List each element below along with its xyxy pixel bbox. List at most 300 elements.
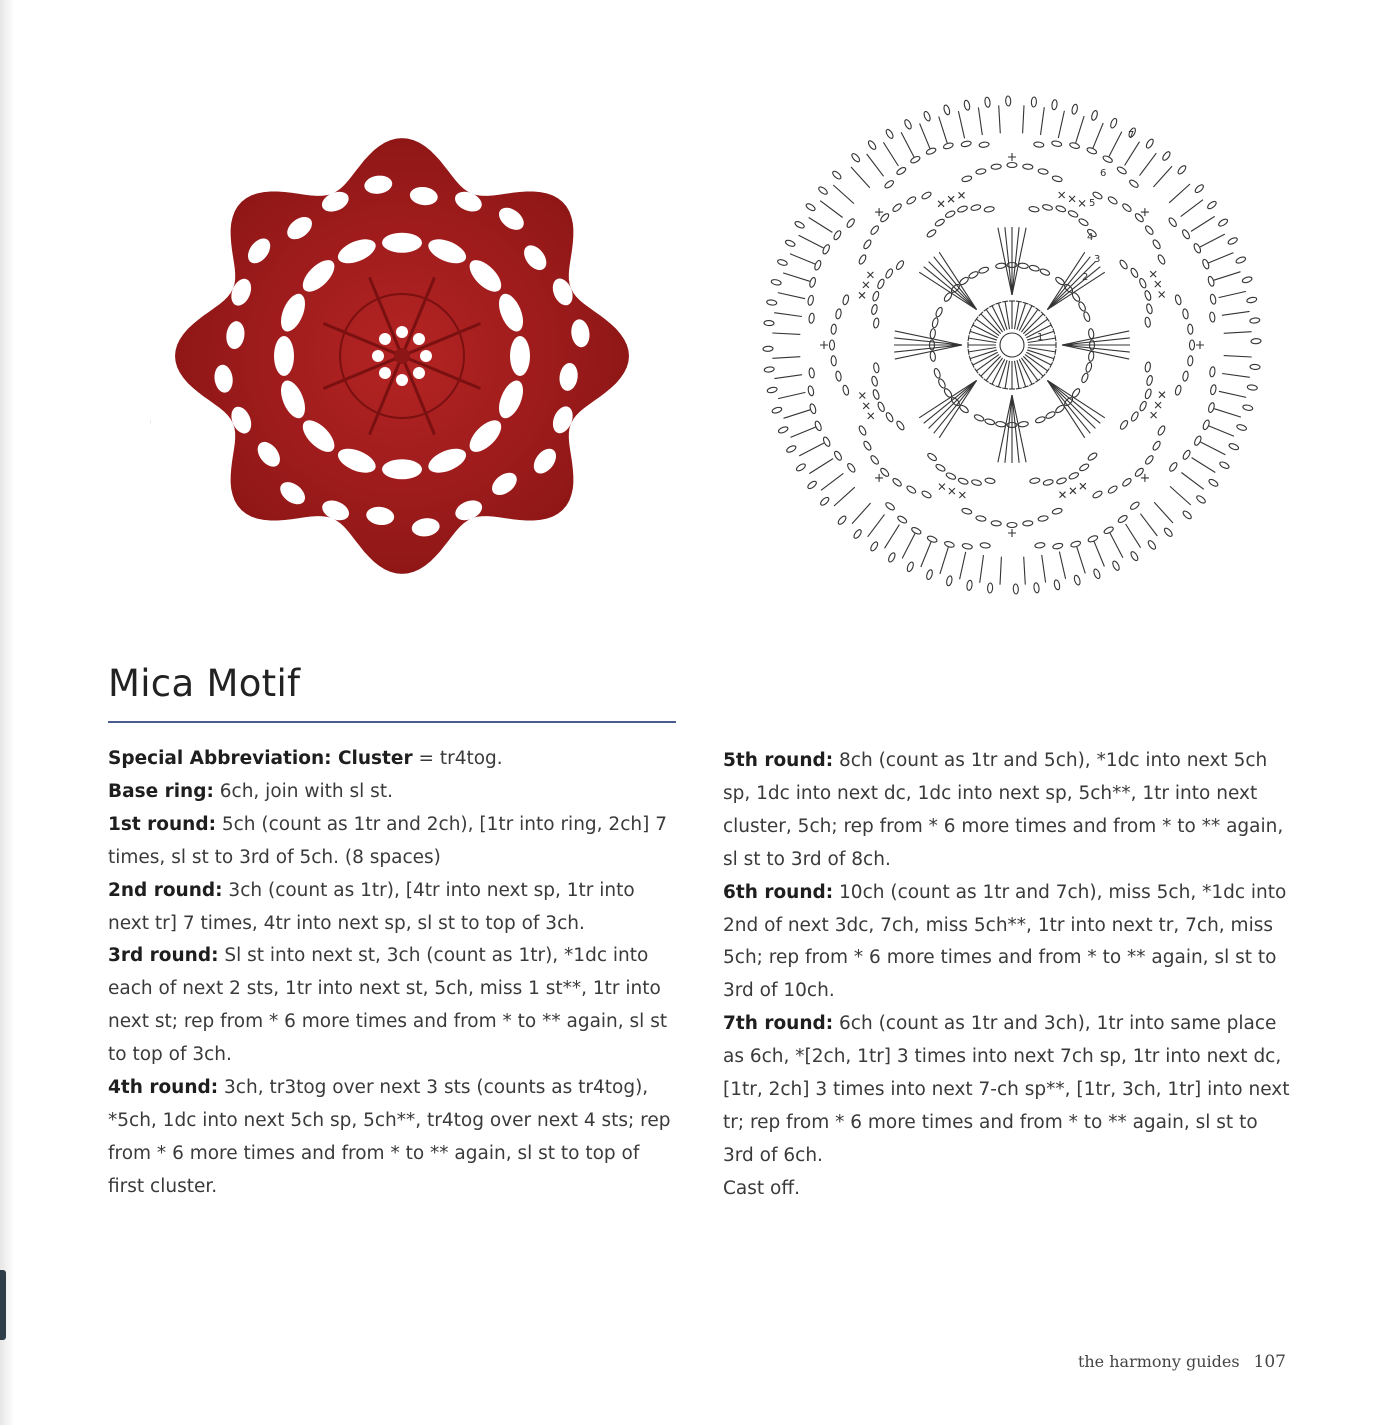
- double-crochet-symbol: [1141, 474, 1149, 482]
- chain-symbol: [961, 140, 972, 147]
- cluster-symbol: [1062, 338, 1130, 345]
- chain-symbol: [862, 440, 872, 451]
- treble-symbol: [1093, 123, 1104, 149]
- chain-symbol: [870, 454, 880, 465]
- chain-symbol: [1196, 494, 1207, 504]
- chain-symbol: [926, 147, 937, 155]
- chain-symbol: [1236, 424, 1247, 432]
- chain-symbol: [1086, 147, 1097, 155]
- chain-symbol: [1147, 539, 1157, 550]
- chain-symbol: [1144, 317, 1151, 328]
- cluster-symbol: [924, 267, 977, 310]
- round-number-label: 3: [1094, 254, 1101, 265]
- cluster-symbol: [1012, 228, 1026, 295]
- treble-symbol: [1077, 547, 1086, 574]
- treble-symbol: [1000, 557, 1001, 585]
- cluster-symbol: [998, 228, 1012, 295]
- round-number-label: 1: [1037, 332, 1044, 343]
- chain-symbol: [943, 142, 954, 150]
- treble-symbol: [1208, 426, 1234, 437]
- chain-symbol: [930, 351, 936, 362]
- double-crochet-symbol: [875, 208, 883, 216]
- chain-symbol: [771, 279, 782, 286]
- chain-symbol: [1130, 551, 1140, 562]
- treble-symbol: [920, 124, 931, 150]
- chain-symbol: [1052, 175, 1063, 182]
- chain-symbol: [1091, 110, 1099, 121]
- chain-symbol: [1018, 263, 1029, 269]
- chain-symbol: [1168, 461, 1178, 472]
- chain-symbol: [1206, 200, 1217, 210]
- chain-symbol: [807, 295, 814, 306]
- chain-symbol: [1202, 419, 1210, 430]
- treble-symbol: [1094, 541, 1105, 567]
- treble-symbol: [1224, 356, 1252, 357]
- chain-symbol: [1242, 276, 1253, 284]
- treble-symbol: [791, 427, 817, 438]
- chain-symbol: [794, 220, 805, 229]
- chain-symbol: [1177, 164, 1187, 175]
- double-crochet-symbol: [1008, 529, 1016, 537]
- round-number-label: 6: [1100, 168, 1107, 179]
- chain-symbol: [808, 313, 814, 324]
- binding-mark: [0, 1270, 6, 1340]
- chain-symbol: [921, 490, 932, 499]
- treble-top: [968, 349, 969, 355]
- chain-symbol: [807, 480, 818, 490]
- chain-symbol: [842, 385, 849, 396]
- chain-symbol: [984, 206, 995, 213]
- cluster-symbol: [1012, 395, 1019, 463]
- treble-symbol: [1224, 332, 1252, 334]
- chain-symbol: [1168, 217, 1178, 228]
- chain-symbol: [872, 291, 880, 302]
- chain-symbol: [1051, 140, 1062, 147]
- chain-symbol: [1210, 294, 1217, 305]
- chain-symbol: [1102, 155, 1113, 164]
- chain-symbol: [1052, 543, 1063, 550]
- chain-symbol: [1085, 362, 1093, 373]
- chain-symbol: [877, 278, 886, 289]
- chain-symbol: [885, 268, 894, 279]
- chain-symbol: [1007, 523, 1017, 528]
- cluster-symbol: [894, 345, 962, 352]
- chain-symbol: [1182, 371, 1189, 382]
- page-number: 107: [1253, 1352, 1286, 1372]
- treble-symbol: [772, 333, 800, 334]
- chain-symbol: [991, 164, 1001, 170]
- treble-symbol: [851, 167, 870, 188]
- treble-symbol: [1169, 184, 1190, 203]
- chain-symbol: [831, 324, 837, 334]
- chain-symbol: [835, 309, 842, 320]
- chain-symbol: [887, 552, 896, 563]
- chain-symbol: [1038, 168, 1049, 175]
- treble-symbol: [820, 201, 842, 218]
- chain-symbol: [1145, 362, 1152, 373]
- chain-symbol: [943, 104, 951, 115]
- treble-top: [1035, 308, 1040, 312]
- treble-symbol: [1153, 166, 1172, 187]
- lace-hole-middle: [382, 233, 422, 253]
- chain-symbol: [1087, 452, 1098, 462]
- chain-symbol: [1109, 118, 1117, 129]
- treble-symbol: [1214, 272, 1241, 281]
- double-crochet-symbol: [859, 393, 865, 399]
- chain-symbol: [1119, 259, 1129, 270]
- treble-symbol: [852, 503, 871, 524]
- cluster-symbol: [1047, 380, 1090, 433]
- cluster-symbol: [1047, 257, 1090, 310]
- chain-symbol: [985, 478, 996, 485]
- chain-symbol: [842, 294, 849, 305]
- cluster-symbol: [895, 345, 962, 359]
- chain-symbol: [833, 450, 843, 461]
- chain-symbol: [926, 228, 937, 238]
- chain-symbol: [935, 307, 944, 318]
- chain-symbol: [1144, 225, 1154, 236]
- chain-symbol: [1052, 507, 1063, 514]
- treble-symbol: [1191, 216, 1215, 231]
- chain-symbol: [937, 378, 946, 389]
- chain-symbol: [1161, 151, 1171, 162]
- instruction-cast-off: Cast off.: [723, 1177, 800, 1199]
- chain-symbol: [1207, 276, 1215, 287]
- chain-symbol: [871, 304, 878, 315]
- treble-symbol: [940, 547, 948, 574]
- chain-symbol: [786, 444, 797, 453]
- treble-symbol: [885, 525, 900, 549]
- round-number-label: 2: [1082, 272, 1089, 283]
- cluster-symbol: [1005, 395, 1012, 463]
- cluster-symbol: [1047, 380, 1095, 428]
- treble-symbol: [1200, 234, 1225, 247]
- treble-symbol: [833, 185, 854, 204]
- double-crochet-symbol: [949, 488, 955, 494]
- treble-top: [1016, 388, 1022, 389]
- lace-hole-middle: [382, 459, 422, 479]
- instruction-round-7: 7th round: 6ch (count as 1tr and 3ch), 1tr into same place as 6ch, *[2ch, 1tr] 3 times into next 7ch sp, 1tr into next dc, [1tr, 2ch] 3 times into next 7-ch sp**, [1tr, 3ch, 1tr] into next tr; rep from * 6 more times and from * to ** again, sl st to 3rd of 6ch.: [723, 1013, 1290, 1166]
- motif-photo: [150, 120, 650, 590]
- treble-symbol: [799, 235, 824, 248]
- chain-symbol: [1157, 425, 1166, 436]
- chain-symbol: [968, 270, 979, 279]
- chain-symbol: [1219, 461, 1230, 470]
- center-hole: [420, 350, 432, 362]
- chain-symbol: [945, 210, 956, 219]
- chain-symbol: [1246, 296, 1257, 303]
- treble-symbol: [978, 107, 982, 135]
- chain-symbol: [1187, 324, 1193, 334]
- cluster-symbol: [1062, 345, 1130, 352]
- chain-symbol: [1193, 243, 1202, 254]
- center-hole: [379, 333, 391, 345]
- chain-symbol: [1035, 542, 1046, 548]
- chain-symbol: [1029, 477, 1040, 484]
- treble-symbol: [783, 273, 810, 281]
- chain-symbol: [835, 371, 842, 382]
- instruction-round-5: 5th round: 8ch (count as 1tr and 5ch), *1dc into next 5ch sp, 1dc into next dc, 1dc into next sp, 5ch**, 1tr into next cluster, 5ch; rep from * 6 more times and from * to ** again, sl st to 3rd of 8ch.: [723, 750, 1284, 870]
- chain-symbol: [1242, 404, 1253, 411]
- chain-symbol: [1038, 515, 1049, 522]
- chain-symbol: [987, 583, 992, 593]
- treble-symbol: [834, 487, 855, 506]
- chain-symbol: [896, 166, 907, 176]
- cluster-symbol: [1047, 262, 1095, 310]
- cluster-symbol: [934, 380, 977, 433]
- chain-symbol: [1045, 411, 1056, 420]
- chain-symbol: [958, 477, 969, 485]
- chain-symbol: [1103, 526, 1114, 535]
- chain-symbol: [853, 529, 863, 540]
- treble-symbol: [1222, 374, 1250, 378]
- treble-top: [1002, 388, 1008, 389]
- chain-symbol: [1250, 364, 1260, 369]
- chain-symbol: [1068, 210, 1079, 219]
- chain-symbol: [962, 543, 973, 550]
- chain-symbol: [771, 406, 782, 414]
- double-crochet-symbol: [1079, 200, 1085, 206]
- center-hole: [396, 374, 408, 386]
- chain-symbol: [946, 575, 953, 586]
- chain-symbol: [764, 320, 774, 325]
- chain-symbol: [980, 542, 991, 548]
- treble-symbol: [790, 254, 816, 265]
- center-hole: [372, 350, 384, 362]
- treble-symbol: [867, 154, 884, 176]
- chain-symbol: [807, 385, 814, 396]
- chain-symbol: [814, 420, 822, 431]
- chain-symbol: [822, 244, 831, 255]
- chain-symbol: [884, 179, 895, 189]
- double-crochet-symbol: [1060, 492, 1066, 498]
- cluster-symbol: [934, 257, 977, 310]
- chain-symbol: [1119, 419, 1129, 430]
- treble-symbol: [1222, 311, 1250, 315]
- chain-symbol: [1093, 568, 1101, 579]
- round-number-label: 4: [1087, 232, 1094, 243]
- chain-symbol: [1035, 416, 1046, 424]
- chain-symbol: [858, 254, 867, 265]
- round-number-label: 5: [1089, 198, 1096, 209]
- treble-symbol: [902, 534, 915, 559]
- chain-symbol: [931, 317, 939, 328]
- chain-symbol: [846, 218, 856, 229]
- chain-symbol: [1070, 540, 1081, 548]
- chain-symbol: [822, 436, 831, 447]
- chain-symbol: [1194, 183, 1205, 193]
- chain-symbol: [1034, 141, 1045, 147]
- treble-symbol: [784, 410, 811, 419]
- chain-symbol: [1152, 239, 1162, 250]
- chain-symbol: [957, 205, 968, 213]
- instruction-special-abbreviation: Special Abbreviation: Cluster = tr4tog.: [108, 748, 503, 769]
- treble-symbol: [901, 132, 914, 157]
- chain-symbol: [945, 472, 956, 481]
- chain-symbol: [814, 260, 822, 271]
- chain-symbol: [778, 426, 789, 434]
- treble-symbol: [1219, 291, 1246, 297]
- chain-symbol: [766, 299, 777, 305]
- chain-symbol: [895, 420, 905, 431]
- chain-symbol: [1083, 311, 1091, 322]
- chain-symbol: [1013, 584, 1019, 594]
- treble-top: [1002, 301, 1008, 302]
- treble-symbol: [1042, 555, 1046, 583]
- cluster-symbol: [1062, 345, 1129, 359]
- treble-symbol: [958, 111, 964, 138]
- chain-symbol: [1092, 490, 1103, 499]
- cluster-symbol: [894, 338, 962, 345]
- chain-symbol: [1218, 218, 1229, 228]
- treble-symbol: [1024, 557, 1026, 585]
- chain-symbol: [1087, 535, 1098, 543]
- treble-top: [975, 368, 979, 373]
- chain-symbol: [961, 507, 972, 514]
- treble-top: [984, 379, 989, 383]
- chain-symbol: [926, 569, 934, 580]
- chain-symbol: [976, 515, 987, 522]
- chain-symbol: [1235, 256, 1246, 264]
- chain-symbol: [877, 401, 886, 412]
- chain-symbol: [933, 368, 941, 379]
- treble-top: [1016, 301, 1022, 302]
- treble-symbol: [772, 357, 800, 359]
- chain-symbol: [1146, 375, 1153, 386]
- double-crochet-symbol: [867, 272, 873, 278]
- base-ring-symbol: [1000, 333, 1024, 357]
- chain-symbol: [1208, 402, 1216, 413]
- treble-symbol: [821, 473, 843, 490]
- chain-symbol: [809, 277, 817, 288]
- chain-symbol: [906, 195, 917, 205]
- double-crochet-symbol: [875, 474, 883, 482]
- chain-symbol: [910, 155, 921, 164]
- chain-symbol: [927, 452, 938, 462]
- chain-symbol: [1068, 471, 1079, 480]
- chain-symbol: [1023, 520, 1033, 526]
- chain-symbol: [819, 496, 830, 506]
- chain-symbol: [837, 515, 847, 526]
- chain-symbol: [1182, 510, 1193, 520]
- instructions-right-column: [723, 745, 1293, 1206]
- motif-center: [394, 348, 410, 364]
- double-crochet-symbol: [1155, 281, 1161, 287]
- double-crochet-symbol: [1059, 192, 1065, 198]
- chain-symbol: [1071, 104, 1078, 115]
- treble-symbol: [980, 555, 984, 583]
- chain-symbol: [1208, 478, 1219, 488]
- chain-symbol: [971, 479, 982, 486]
- page-gutter-shadow: [0, 0, 14, 1425]
- cluster-symbol: [1047, 267, 1100, 310]
- chain-symbol: [764, 366, 775, 372]
- double-crochet-symbol: [868, 413, 874, 419]
- treble-symbol: [1154, 502, 1173, 523]
- chain-symbol: [1081, 372, 1090, 383]
- double-crochet-symbol: [1008, 153, 1016, 161]
- chain-symbol: [1055, 205, 1066, 213]
- cluster-symbol: [1047, 380, 1100, 423]
- chain-symbol: [1051, 99, 1057, 110]
- chain-symbol: [879, 467, 890, 478]
- treble-symbol: [1023, 105, 1024, 133]
- chain-symbol: [818, 186, 829, 196]
- treble-symbol: [1140, 514, 1157, 536]
- cluster-symbol: [998, 395, 1012, 462]
- chain-symbol: [1023, 164, 1033, 170]
- chain-symbol: [805, 202, 816, 212]
- treble-symbol: [809, 218, 833, 233]
- chain-symbol: [1144, 388, 1152, 399]
- chain-symbol: [1134, 212, 1145, 223]
- chain-symbol: [1193, 435, 1202, 446]
- double-crochet-symbol: [863, 282, 869, 288]
- chain-symbol: [1182, 309, 1189, 320]
- instruction-round-3: 3rd round: Sl st into next st, 3ch (count as 1tr), *1dc into each of next 2 sts, 1tr into next st, 5ch, miss 1 st**, 1tr into next st; rep from * 6 more times and from * to ** again, sl st to top of 3ch.: [108, 945, 668, 1066]
- chain-symbol: [1128, 179, 1139, 189]
- lace-hole-middle: [274, 336, 294, 376]
- chain-symbol: [872, 389, 880, 400]
- chain-symbol: [1018, 421, 1029, 427]
- chain-symbol: [1007, 163, 1017, 168]
- crochet-chart-diagram: [752, 88, 1272, 602]
- chain-symbol: [1088, 328, 1094, 339]
- cluster-symbol: [924, 380, 977, 423]
- treble-symbol: [1110, 533, 1123, 558]
- treble-symbol: [1058, 111, 1064, 138]
- double-crochet-symbol: [1080, 483, 1086, 489]
- pattern-title: Mica Motif: [108, 662, 301, 705]
- chain-symbol: [858, 425, 867, 436]
- double-crochet-symbol: [1069, 196, 1075, 202]
- chain-symbol: [1157, 254, 1166, 265]
- chain-symbol: [963, 100, 970, 111]
- chain-symbol: [1209, 367, 1215, 378]
- double-crochet-symbol: [1155, 402, 1161, 408]
- treble-symbol: [1125, 142, 1140, 166]
- instruction-base-ring: Base ring: 6ch, join with sl st.: [108, 780, 393, 802]
- chain-symbol: [885, 501, 896, 511]
- double-crochet-symbol: [959, 492, 965, 498]
- chain-symbol: [1107, 485, 1118, 495]
- treble-symbol: [1140, 153, 1157, 175]
- treble-top: [1055, 349, 1056, 355]
- chain-symbol: [1174, 294, 1181, 305]
- title-underline: [108, 721, 676, 723]
- chain-symbol: [869, 541, 879, 552]
- double-crochet-symbol: [938, 201, 944, 207]
- treble-symbol: [778, 392, 805, 398]
- chain-symbol: [1107, 195, 1118, 205]
- cluster-symbol: [1012, 395, 1026, 462]
- chain-symbol: [966, 580, 972, 591]
- chain-symbol: [892, 477, 903, 487]
- chain-symbol: [1202, 259, 1210, 270]
- treble-symbol: [809, 459, 833, 474]
- chain-symbol: [1130, 411, 1139, 422]
- chain-symbol: [1210, 384, 1217, 395]
- treble-symbol: [1181, 473, 1203, 490]
- center-hole: [396, 326, 408, 338]
- cluster-symbol: [929, 380, 977, 428]
- treble-top: [1046, 368, 1050, 373]
- chain-symbol: [930, 328, 936, 339]
- chain-symbol: [1130, 267, 1139, 278]
- cluster-symbol: [895, 331, 962, 345]
- chain-symbol: [1079, 463, 1090, 472]
- chain-symbol: [976, 168, 987, 175]
